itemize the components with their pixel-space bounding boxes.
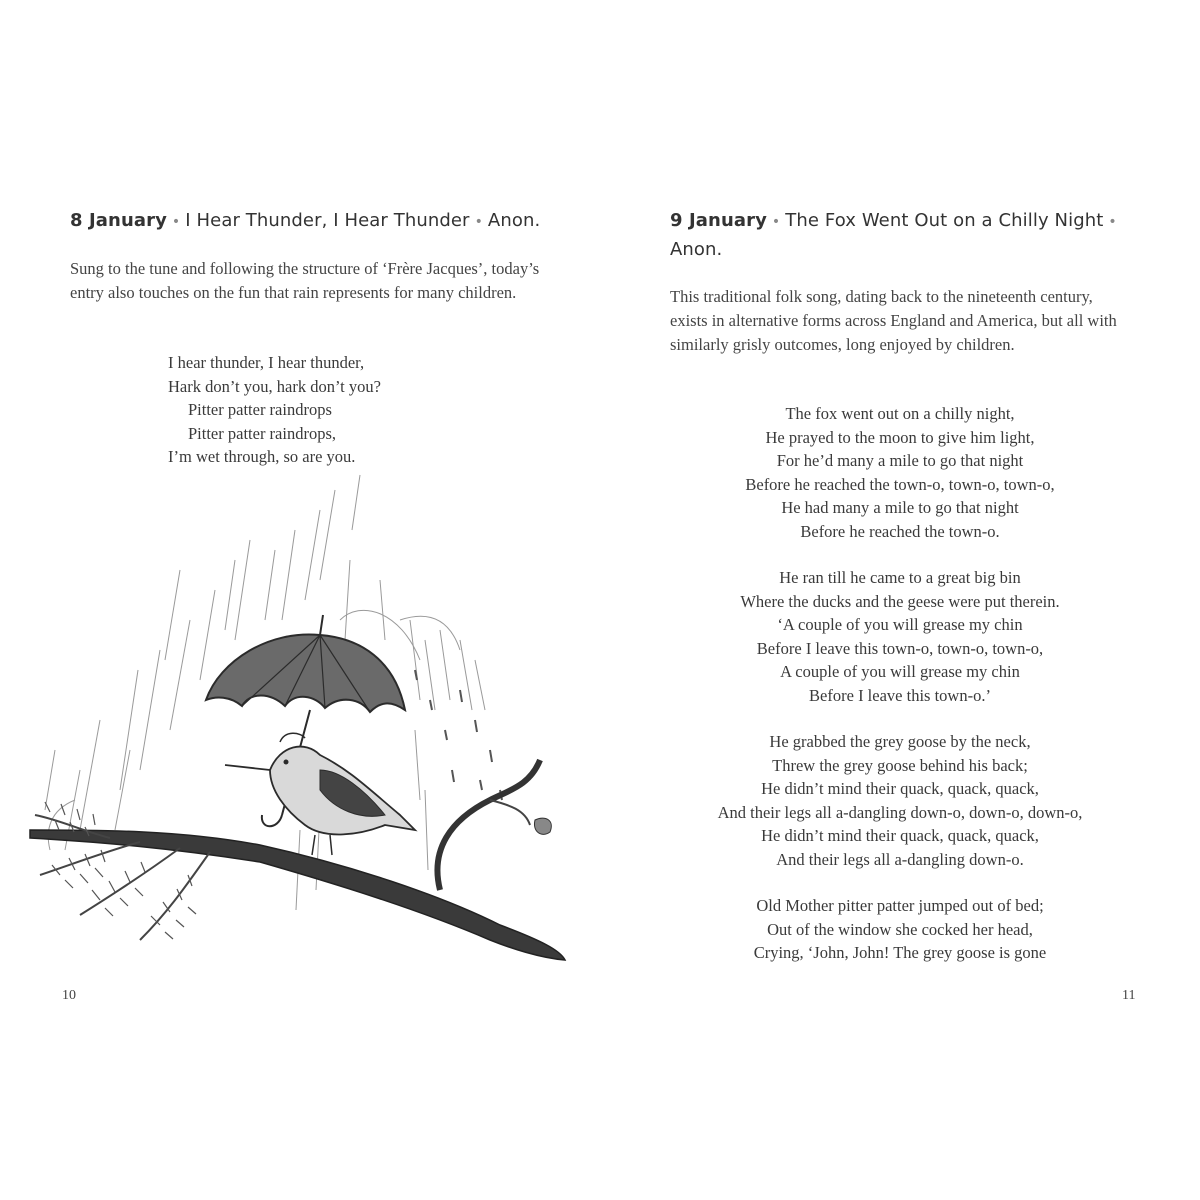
- poem-stanza: [660, 730, 1140, 871]
- poem-stanza: [660, 566, 1140, 707]
- poem-line: For he’d many a mile to go that night: [776, 451, 1024, 470]
- right-page-intro: This traditional folk song, dating back to the nineteenth century, exists in alternative forms across England and America, but all with similarly grisly outcomes, long enjoyed by children.: [670, 287, 1117, 354]
- poem-line: And their legs all a-dangling down-o, down-o, down-o,: [717, 802, 1083, 822]
- heading-separator: •: [474, 214, 483, 230]
- poem-line: He grabbed the grey goose by the neck,: [769, 732, 1031, 751]
- poem-line: Before I leave this town-o, town-o, town-o,: [756, 638, 1044, 658]
- entry-title: I Hear Thunder, I Hear Thunder: [185, 210, 470, 231]
- poem-line: He didn’t mind their quack, quack, quack,: [761, 826, 1039, 845]
- poem-line: And their legs all a-dangling down-o.: [776, 849, 1024, 869]
- right-page-poem: [660, 402, 1140, 988]
- poem-line: Old Mother pitter patter jumped out of bed;: [756, 896, 1044, 915]
- bird-umbrella-illustration-icon: [20, 470, 580, 970]
- poem-line: A couple of you will grease my chin: [780, 662, 1020, 681]
- left-page-intro: Sung to the tune and following the structure of ‘Frère Jacques’, today’s entry also touches on the fun that rain represents for many children.: [70, 259, 540, 302]
- heading-separator: •: [1108, 214, 1117, 230]
- poem-line: Before I leave this town-o.’: [809, 685, 991, 705]
- poem-line: He prayed to the moon to give him light,: [765, 427, 1035, 447]
- poem-stanza: [660, 402, 1140, 543]
- poem-line: Out of the window she cocked her head,: [767, 919, 1033, 939]
- right-page-heading: [670, 207, 1130, 264]
- poem-line: Crying, ‘John, John! The grey goose is gone: [753, 943, 1047, 962]
- entry-date: 9 January: [670, 210, 767, 231]
- poem-line: Before he reached the town-o.: [800, 521, 1000, 541]
- poem-line: The fox went out on a chilly night,: [785, 404, 1015, 423]
- poem-line: He had many a mile to go that night: [781, 498, 1019, 517]
- poem-line: I hear thunder, I hear thunder,: [168, 353, 365, 372]
- poem-line: He ran till he came to a great big bin: [779, 568, 1021, 587]
- poem-line: Hark don’t you, hark don’t you?: [168, 376, 381, 396]
- poem-line: He didn’t mind their quack, quack, quack,: [761, 779, 1039, 798]
- entry-author: Anon.: [487, 210, 541, 231]
- left-page-heading: [70, 207, 570, 236]
- rain-drops: [415, 670, 502, 800]
- entry-author: Anon.: [670, 239, 723, 260]
- poem-line: Where the ducks and the geese were put therein.: [740, 591, 1060, 611]
- poem-line: Before he reached the town-o, town-o, town-o,: [745, 474, 1055, 494]
- poem-line: Pitter patter raindrops: [188, 400, 332, 419]
- poem-stanza: [660, 894, 1140, 965]
- entry-date: 8 January: [70, 210, 167, 231]
- poem-line: Pitter patter raindrops,: [188, 423, 337, 443]
- heading-separator: •: [771, 214, 781, 230]
- page-number: 10: [62, 988, 76, 1003]
- bird: [225, 733, 415, 855]
- page-number: 11: [1122, 988, 1136, 1003]
- heading-separator: •: [171, 214, 181, 230]
- poem-line: ‘A couple of you will grease my chin: [777, 615, 1023, 634]
- poem-line: Threw the grey goose behind his back;: [772, 755, 1028, 775]
- right-page: [600, 0, 1200, 1200]
- entry-title: The Fox Went Out on a Chilly Night: [785, 210, 1104, 231]
- poem-line: I’m wet through, so are you.: [168, 447, 356, 466]
- left-page-poem: [168, 351, 381, 469]
